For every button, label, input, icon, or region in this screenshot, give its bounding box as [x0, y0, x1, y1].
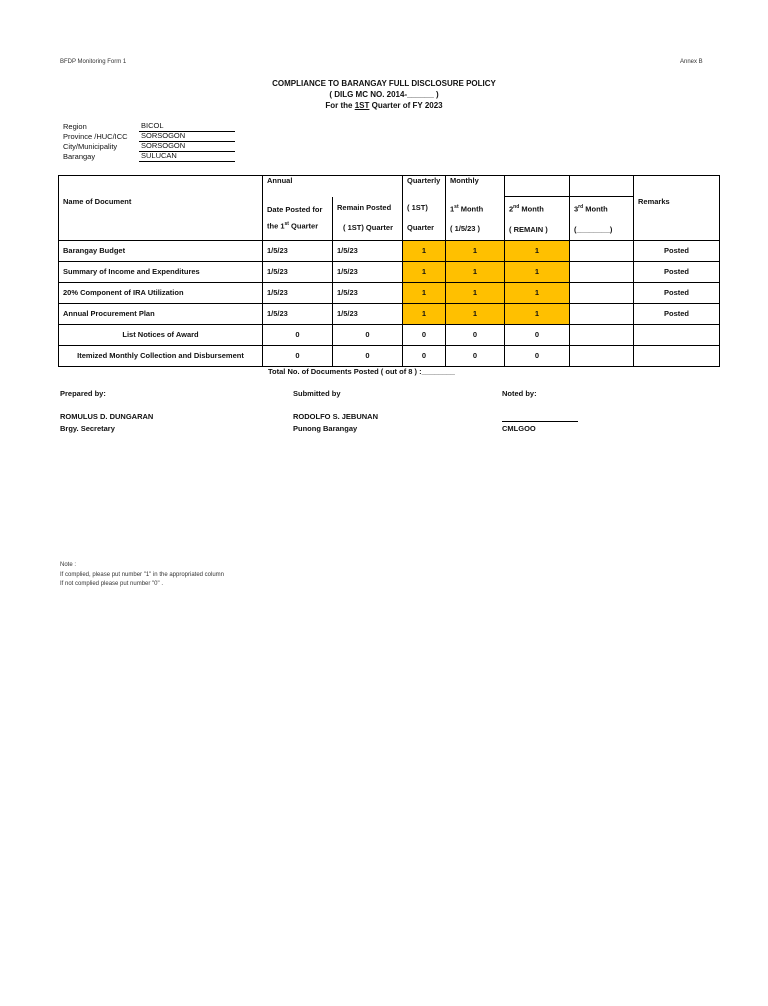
- row-quarterly: 1: [403, 303, 446, 324]
- page-title: COMPLIANCE TO BARANGAY FULL DISCLOSURE POLICY: [272, 79, 496, 88]
- header-month-1-num: 1: [450, 204, 455, 214]
- row-quarterly: 1: [403, 261, 446, 282]
- header-month-2-value: ( REMAIN ): [509, 224, 548, 234]
- noted-by-title: CMLGOO: [502, 424, 536, 433]
- header-row-1: [59, 176, 720, 197]
- info-value-region: BICOL: [139, 121, 235, 132]
- row-month-1: 1: [446, 282, 505, 303]
- row-remain-posted: 0: [333, 324, 403, 345]
- header-month-3-label: [574, 197, 629, 220]
- header-date-posted-num: the 1: [267, 221, 285, 231]
- table-row: [59, 282, 720, 303]
- row-remarks: [634, 324, 720, 345]
- header-annual-spacer: [333, 176, 403, 197]
- header-date-posted-line2: [267, 217, 328, 234]
- row-month-3: [570, 240, 634, 261]
- header-remain-posted-line2: ( 1ST) Quarter: [343, 223, 394, 232]
- header-month-3-value: (________): [574, 224, 613, 234]
- header-name-label: Name of Document: [63, 196, 132, 206]
- header-month-1-sup: st: [454, 203, 459, 210]
- row-quarterly: 0: [403, 345, 446, 366]
- header-remarks: Remarks: [634, 197, 720, 241]
- row-document-name: 20% Component of IRA Utilization: [59, 282, 263, 303]
- header-name-cell: [59, 197, 263, 241]
- header-quarterly-detail: [403, 197, 446, 241]
- prepared-by-label: Prepared by:: [60, 389, 106, 398]
- table-row: [59, 261, 720, 282]
- total-documents-posted: Total No. of Documents Posted ( out of 8 ) :________: [268, 367, 455, 376]
- period-prefix: For the: [325, 101, 353, 110]
- row-document-name: Barangay Budget: [59, 240, 263, 261]
- row-month-3: [570, 324, 634, 345]
- note-title: Note :: [60, 562, 77, 568]
- row-month-1: 1: [446, 240, 505, 261]
- row-month-2: 1: [505, 240, 570, 261]
- info-value-province: SORSOGON: [139, 131, 235, 142]
- row-month-3: [570, 282, 634, 303]
- form-id: BFDP Monitoring Form 1: [60, 59, 127, 65]
- annex-label: Annex B: [680, 59, 703, 65]
- info-label-province: Province /HUC/ICC: [63, 132, 128, 141]
- row-remain-posted: 1/5/23: [333, 282, 403, 303]
- header-date-posted-line1: Date Posted for: [267, 204, 323, 214]
- row-remarks: Posted: [634, 303, 720, 324]
- header-quarterly-line2: ( 1ST): [407, 203, 428, 212]
- header-name-of-document: [59, 176, 263, 197]
- row-month-3: [570, 303, 634, 324]
- header-date-posted: [263, 197, 333, 241]
- period-quarter: 1ST: [354, 101, 370, 110]
- header-remarks-spacer: [634, 176, 720, 197]
- table-row: [59, 345, 720, 366]
- header-date-posted-sup: st: [284, 220, 289, 227]
- row-document-name: Summary of Income and Expenditures: [59, 261, 263, 282]
- row-document-name: Itemized Monthly Collection and Disbursement: [59, 345, 263, 366]
- row-month-1: 0: [446, 345, 505, 366]
- header-monthly: Monthly: [446, 176, 505, 197]
- row-remarks: Posted: [634, 240, 720, 261]
- header-annual: Annual: [263, 176, 333, 197]
- header-row-2: [59, 197, 720, 241]
- row-remain-posted: 1/5/23: [333, 303, 403, 324]
- header-monthly-spacer-3: [570, 176, 634, 197]
- row-date-posted: 1/5/23: [263, 240, 333, 261]
- header-month-1: [446, 197, 505, 241]
- prepared-by-title: Brgy. Secretary: [60, 424, 115, 433]
- header-month-2: [505, 197, 570, 241]
- row-remain-posted: 1/5/23: [333, 261, 403, 282]
- header-remain-posted: [333, 197, 403, 241]
- header-month-1-word: Month: [458, 204, 484, 214]
- row-remarks: [634, 345, 720, 366]
- info-label-region: Region: [63, 122, 87, 131]
- row-month-3: [570, 261, 634, 282]
- period-line: [0, 101, 768, 110]
- table-row: [59, 240, 720, 261]
- note-line-1: If complied, please put number "1" in the appropriated column: [60, 572, 225, 578]
- header-month-3-sup: rd: [578, 204, 584, 210]
- header-quarterly-line3: Quarter: [407, 223, 435, 232]
- row-document-name: List Notices of Award: [59, 324, 263, 345]
- submitted-by-title: Punong Barangay: [293, 424, 358, 433]
- row-month-2: 0: [505, 324, 570, 345]
- header-month-2-num: 2: [509, 204, 514, 214]
- row-date-posted: 1/5/23: [263, 282, 333, 303]
- row-month-1: 0: [446, 324, 505, 345]
- row-quarterly: 0: [403, 324, 446, 345]
- header-month-1-label: [450, 197, 500, 220]
- header-month-2-sup: nd: [513, 204, 520, 210]
- row-month-2: 1: [505, 261, 570, 282]
- submitted-by-label: Submitted by: [293, 389, 341, 398]
- prepared-by-name: ROMULUS D. DUNGARAN: [60, 412, 154, 421]
- compliance-table: [58, 175, 720, 367]
- noted-by-signature-line: [502, 412, 578, 422]
- row-month-2: 1: [505, 303, 570, 324]
- header-quarterly: Quarterly: [403, 176, 446, 197]
- table-row: [59, 303, 720, 324]
- header-monthly-spacer-2: [505, 176, 570, 197]
- row-date-posted: 0: [263, 324, 333, 345]
- row-date-posted: 0: [263, 345, 333, 366]
- row-document-name: Annual Procurement Plan: [59, 303, 263, 324]
- row-date-posted: 1/5/23: [263, 261, 333, 282]
- row-remarks: Posted: [634, 261, 720, 282]
- header-month-3-word: Month: [583, 204, 608, 214]
- header-remain-posted-line1: Remain Posted: [337, 203, 392, 212]
- row-remain-posted: 0: [333, 345, 403, 366]
- noted-by-label: Noted by:: [502, 389, 537, 398]
- header-month-1-value: ( 1/5/23 ): [450, 224, 481, 234]
- header-date-posted-quarter: Quarter: [288, 221, 319, 231]
- header-month-2-word: Month: [519, 204, 544, 214]
- table-row: [59, 324, 720, 345]
- header-month-3-num: 3: [574, 204, 579, 214]
- header-month-2-label: [509, 197, 565, 220]
- info-value-city: SORSOGON: [139, 141, 235, 152]
- header-month-3: [570, 197, 634, 241]
- period-suffix: Quarter of FY 2023: [371, 101, 443, 110]
- row-month-1: 1: [446, 303, 505, 324]
- row-remarks: Posted: [634, 282, 720, 303]
- row-quarterly: 1: [403, 240, 446, 261]
- page-subtitle: ( DILG MC NO. 2014-______ ): [329, 90, 439, 99]
- row-remain-posted: 1/5/23: [333, 240, 403, 261]
- info-label-barangay: Barangay: [63, 152, 96, 161]
- row-date-posted: 1/5/23: [263, 303, 333, 324]
- row-quarterly: 1: [403, 282, 446, 303]
- submitted-by-name: RODOLFO S. JEBUNAN: [293, 412, 379, 421]
- note-line-2: If not complied please put number "0" .: [60, 581, 163, 587]
- info-value-barangay: SULUCAN: [139, 151, 235, 162]
- row-month-2: 1: [505, 282, 570, 303]
- info-label-city: City/Municipality: [63, 142, 118, 151]
- row-month-2: 0: [505, 345, 570, 366]
- row-month-1: 1: [446, 261, 505, 282]
- row-month-3: [570, 345, 634, 366]
